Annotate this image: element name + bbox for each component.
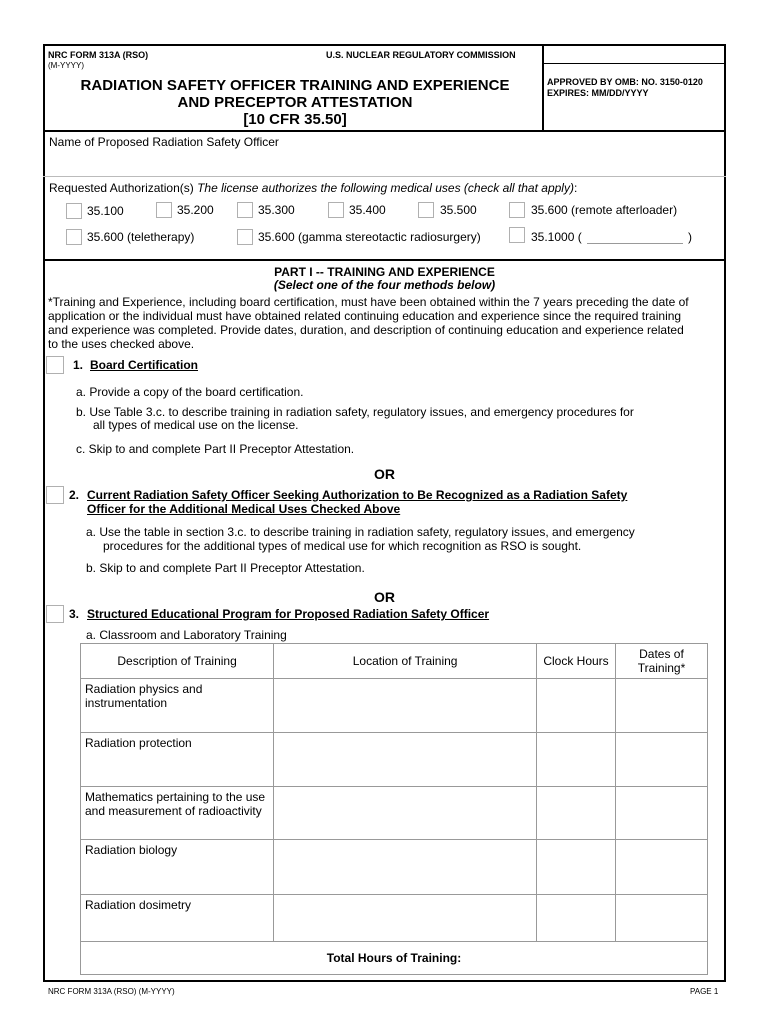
dates-input[interactable]	[615, 679, 707, 733]
name-label: Name of Proposed Radiation Safety Officer	[49, 135, 279, 149]
column-header: Location of Training	[274, 644, 537, 679]
method1-title: Board Certification	[90, 358, 199, 372]
or-separator: OR	[374, 589, 395, 605]
dates-input[interactable]	[615, 895, 707, 942]
option-label: 35.600 (gamma stereotactic radiosurgery)	[258, 230, 481, 244]
description-cell: Radiation dosimetry	[81, 895, 274, 942]
checkbox-35-600-remote-afterloader[interactable]	[509, 202, 525, 218]
method1-number: 1.	[73, 358, 84, 372]
authorization-label: Requested Authorization(s) The license authorizes the following medical uses (check all that apply):	[49, 181, 578, 195]
location-input[interactable]	[274, 679, 537, 733]
part1-subtitle: (Select one of the four methods below)	[273, 278, 496, 292]
option-label: 35.500	[440, 203, 477, 217]
table-row	[81, 840, 708, 895]
hours-input[interactable]	[537, 840, 616, 895]
page-number: PAGE 1	[690, 987, 719, 996]
checkbox-35-500[interactable]	[418, 202, 434, 218]
checkbox-35-1000[interactable]	[509, 227, 525, 243]
location-input[interactable]	[274, 895, 537, 942]
method2-item-a-cont: procedures for the additional types of medical use for which recognition as RSO is sought.	[103, 539, 582, 553]
checkbox-35-100[interactable]	[66, 203, 82, 219]
checkbox-35-300[interactable]	[237, 202, 253, 218]
divider	[542, 63, 726, 64]
table-row	[81, 733, 708, 787]
omb-number: APPROVED BY OMB: NO. 3150-0120	[547, 77, 703, 87]
hours-input[interactable]	[537, 679, 616, 733]
column-header: Clock Hours	[537, 644, 616, 679]
dates-input[interactable]	[615, 787, 707, 840]
dates-input[interactable]	[615, 840, 707, 895]
total-hours-label: Total Hours of Training:	[81, 942, 708, 975]
option-label: 35.400	[349, 203, 386, 217]
table-total-row	[81, 942, 708, 975]
footer-form-id: NRC FORM 313A (RSO) (M-YYYY)	[48, 987, 175, 996]
expiration-date: EXPIRES: MM/DD/YYYY	[547, 88, 649, 98]
method3-title: Structured Educational Program for Proposed Radiation Safety Officer	[87, 607, 490, 621]
divider	[43, 259, 726, 261]
option-label: 35.100	[87, 204, 124, 218]
method2-title: Current Radiation Safety Officer Seeking Authorization to Be Recognized as a Radiation Safety	[87, 488, 628, 502]
form-date: (M-YYYY)	[48, 61, 84, 70]
divider	[542, 45, 544, 130]
method3-item-a: a. Classroom and Laboratory Training	[86, 628, 287, 642]
method2-item-b: b. Skip to and complete Part II Preceptor Attestation.	[86, 561, 365, 575]
option-label: 35.600 (teletherapy)	[87, 230, 195, 244]
method1-item-c: c. Skip to and complete Part II Preceptor Attestation.	[76, 442, 355, 456]
checkbox-method-current-rso[interactable]	[46, 486, 64, 504]
method2-number: 2.	[69, 488, 80, 502]
table-row	[81, 895, 708, 942]
form-id: NRC FORM 313A (RSO)	[48, 50, 149, 60]
location-input[interactable]	[274, 733, 537, 787]
checkbox-35-200[interactable]	[156, 202, 172, 218]
name-input[interactable]	[49, 150, 721, 174]
location-input[interactable]	[274, 787, 537, 840]
training-table	[80, 643, 708, 975]
divider	[43, 130, 726, 132]
description-cell: Radiation protection	[81, 733, 274, 787]
option-label: 35.600 (remote afterloader)	[531, 203, 678, 217]
column-header: Dates of Training*	[615, 644, 707, 679]
description-cell: Radiation biology	[81, 840, 274, 895]
hours-input[interactable]	[537, 733, 616, 787]
checkbox-35-600-gamma-stereotactic[interactable]	[237, 229, 253, 245]
option-label: 35.200	[177, 203, 214, 217]
part1-title: PART I -- TRAINING AND EXPERIENCE	[274, 265, 495, 279]
method1-item-a: a. Provide a copy of the board certification.	[76, 385, 304, 399]
form-title: RADIATION SAFETY OFFICER TRAINING AND EXPERIENCE AND PRECEPTOR ATTESTATION [10 CFR 35.50]	[80, 77, 510, 128]
column-header: Description of Training	[81, 644, 274, 679]
checkbox-method-structured-program[interactable]	[46, 605, 64, 623]
method2-item-a: a. Use the table in section 3.c. to describe training in radiation safety, regulatory issues, and emergency	[86, 525, 635, 539]
divider	[43, 45, 726, 46]
checkbox-method-board-certification[interactable]	[46, 356, 64, 374]
method1-item-b: b. Use Table 3.c. to describe training in radiation safety, regulatory issues, and emergency procedures for	[76, 405, 634, 419]
option-label: 35.300	[258, 203, 295, 217]
agency-name: U.S. NUCLEAR REGULATORY COMMISSION	[326, 50, 516, 60]
dates-input[interactable]	[615, 733, 707, 787]
other-use-input[interactable]	[587, 230, 683, 244]
description-cell: Mathematics pertaining to the use and measurement of radioactivity	[81, 787, 274, 840]
hours-input[interactable]	[537, 895, 616, 942]
table-header-row	[81, 644, 708, 679]
option-label: )	[688, 230, 692, 244]
table-row	[81, 787, 708, 840]
method1-item-b-cont: all types of medical use on the license.	[93, 418, 299, 432]
hours-input[interactable]	[537, 787, 616, 840]
checkbox-35-600-teletherapy[interactable]	[66, 229, 82, 245]
location-input[interactable]	[274, 840, 537, 895]
method2-title-cont: Officer for the Additional Medical Uses Checked Above	[87, 502, 401, 516]
or-separator: OR	[374, 466, 395, 482]
divider	[43, 176, 726, 177]
option-label: 35.1000 (	[531, 230, 582, 244]
part1-intro: *Training and Experience, including board certification, must have been obtained within the 7 years preceding the date of application or the individual must have obtained related continuing education and experience since the required training and experience was completed. Provide dates, duration, and description of continuing education and experience related to the uses checked above.	[48, 295, 689, 351]
table-row	[81, 679, 708, 733]
checkbox-35-400[interactable]	[328, 202, 344, 218]
method3-number: 3.	[69, 607, 80, 621]
description-cell: Radiation physics and instrumentation	[81, 679, 274, 733]
